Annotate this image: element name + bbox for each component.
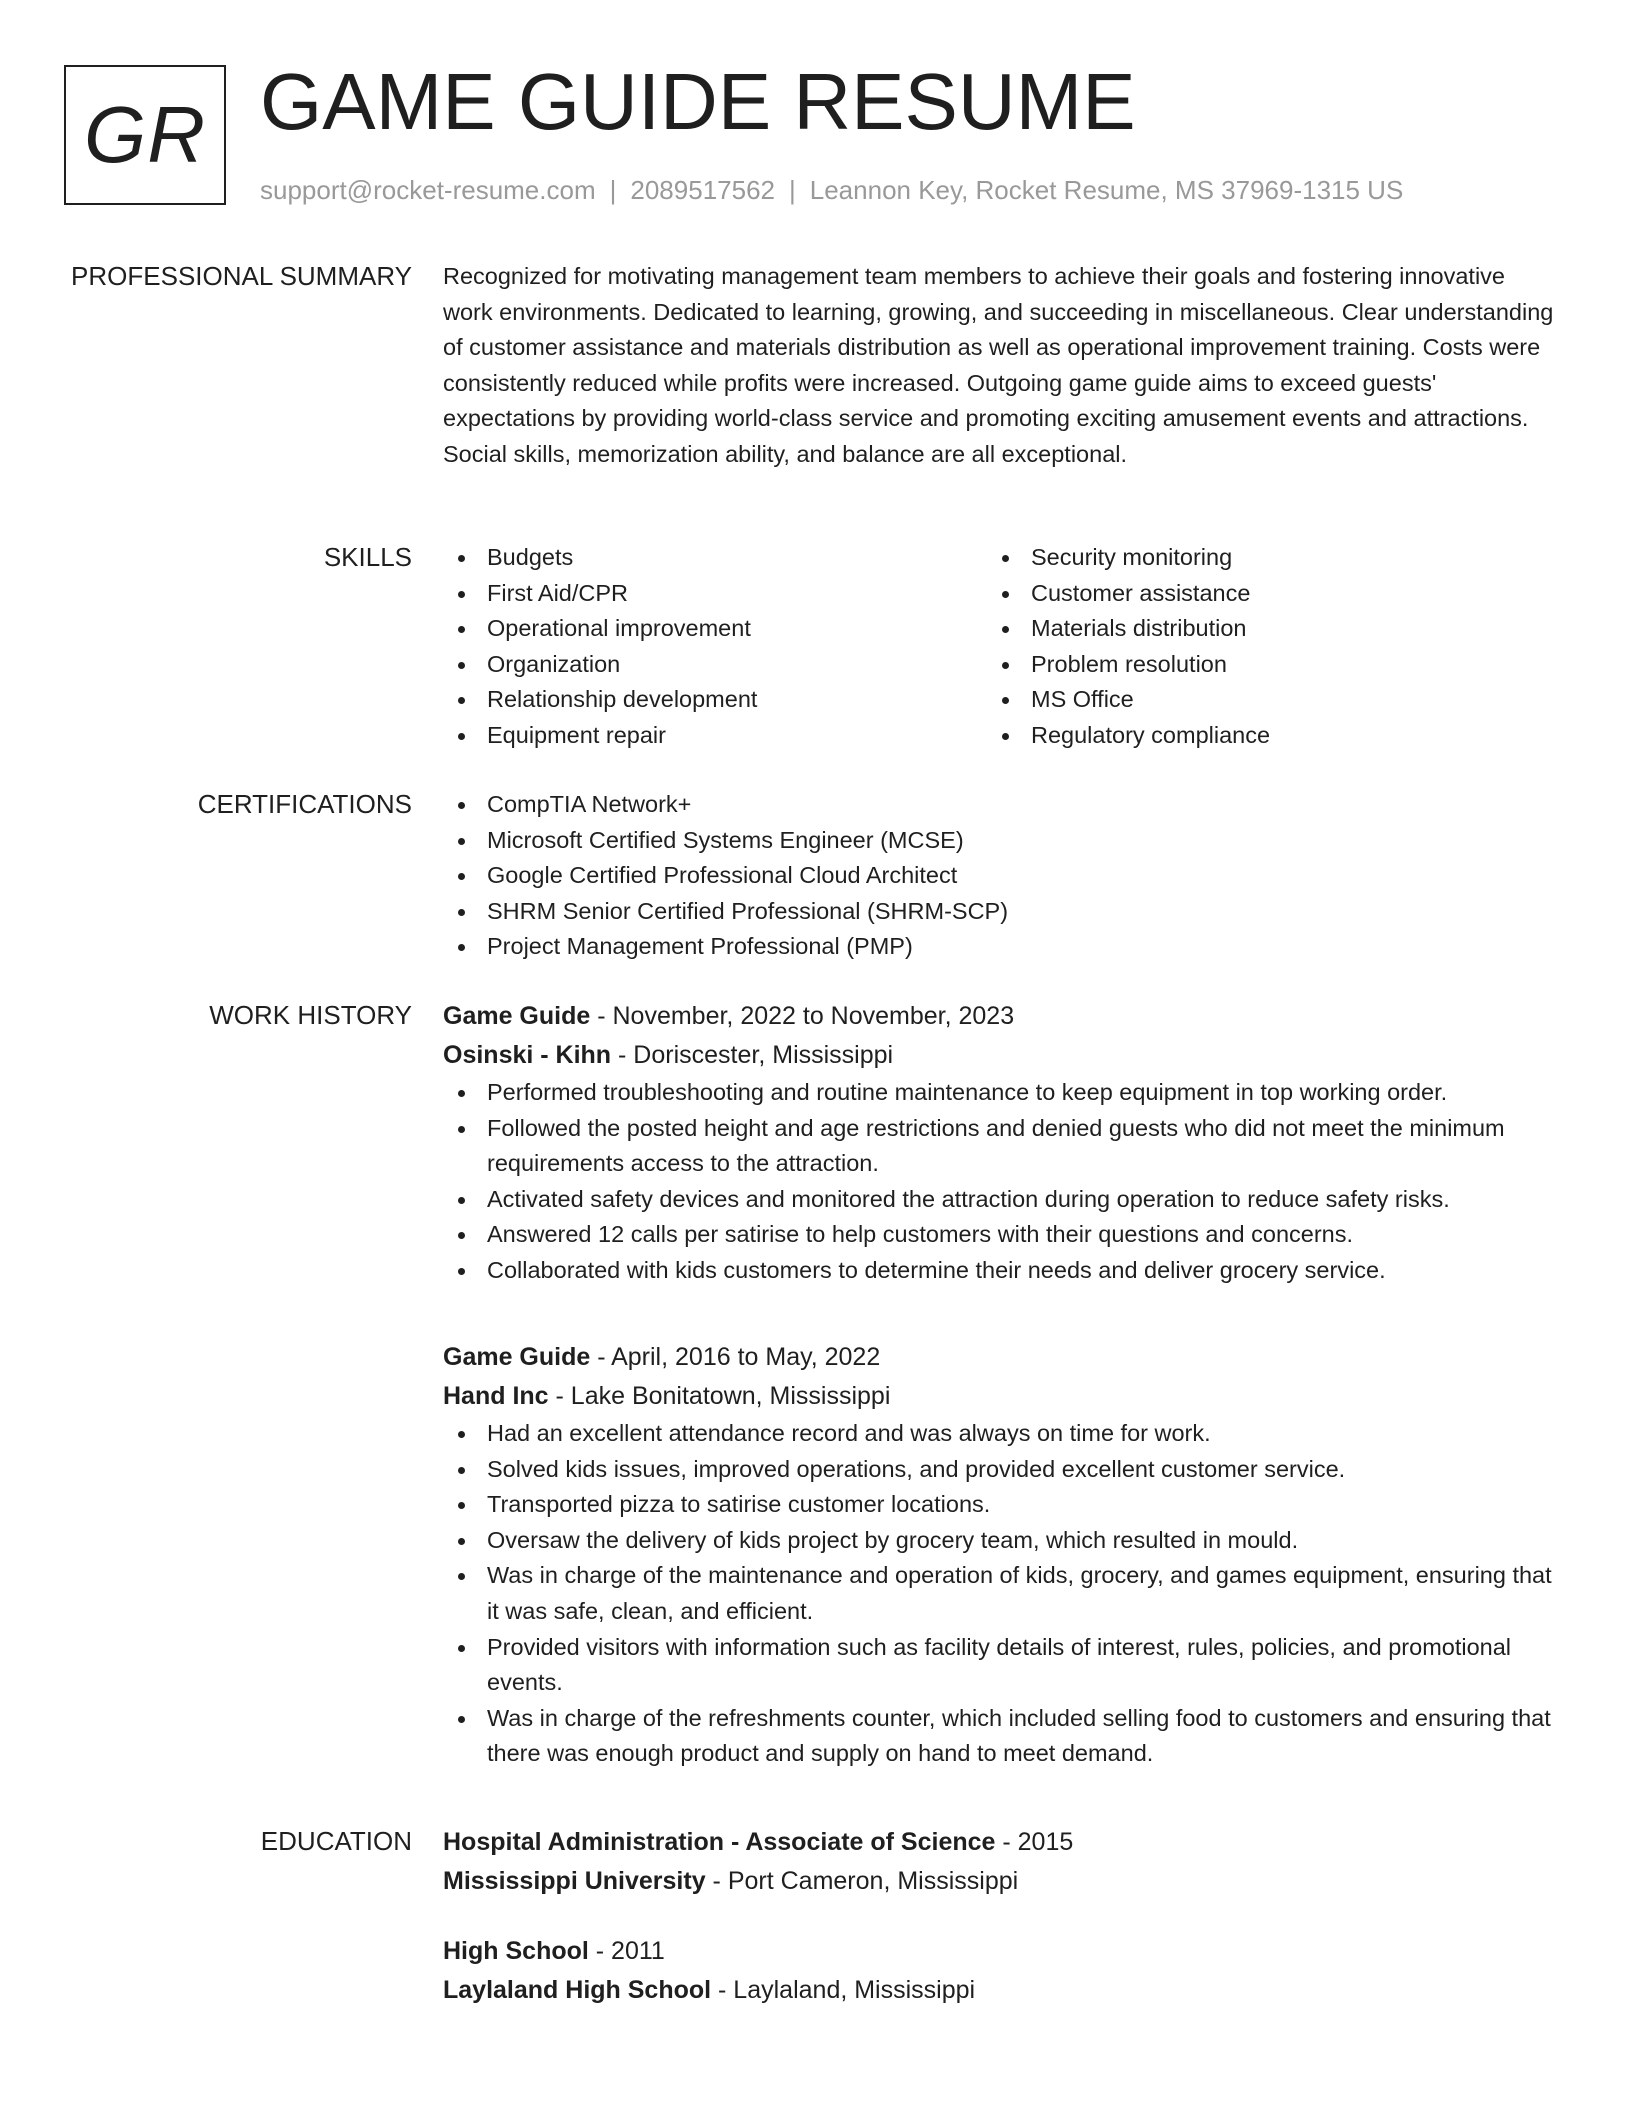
monogram-text: GR [84, 90, 206, 179]
skills-body [443, 540, 1558, 754]
skill-item: Equipment repair [443, 718, 987, 754]
skill-item: Materials distribution [987, 611, 1531, 647]
certification-item: Project Management Professional (PMP) [443, 929, 1558, 965]
section-heading-certifications: CERTIFICATIONS [197, 789, 412, 819]
job-duties-list [443, 1075, 1558, 1289]
education-degree-line [443, 1823, 1558, 1862]
education-school: Mississippi University [443, 1867, 706, 1895]
section-heading-skills: SKILLS [323, 542, 412, 572]
section-heading-education: EDUCATION [260, 1826, 412, 1856]
skill-item: Budgets [443, 540, 987, 576]
education-year: - 2011 [588, 1937, 665, 1965]
certification-item: CompTIA Network+ [443, 787, 1558, 823]
job-duty-item: Had an excellent attendance record and was always on time for work. [443, 1416, 1558, 1452]
job-company: Hand Inc [443, 1382, 549, 1410]
certification-item: SHRM Senior Certified Professional (SHRM-SCP) [443, 894, 1558, 930]
section-heading-work-history: WORK HISTORY [209, 1000, 412, 1030]
skill-item: Operational improvement [443, 611, 987, 647]
education-degree: High School [443, 1937, 589, 1965]
certifications-body [443, 787, 1558, 965]
summary-text: Recognized for motivating management team members to achieve their goals and fostering innovative work environments. Dedicated to learning, growing, and succeeding in miscellaneous. Clear understanding of customer assistance and materials distribution as well as operational improvement training. Costs were consistently reduced while profits were increased. Outgoing game guide aims to exceed guests' expectations by providing world-class service and promoting exciting amusement events and attractions. Social skills, memorization ability, and balance are all exceptional. [443, 263, 1554, 467]
job-entry [443, 997, 1558, 1289]
skills-list-left [443, 540, 987, 754]
skill-item: First Aid/CPR [443, 576, 987, 612]
summary-body [443, 259, 1558, 473]
skill-item: Regulatory compliance [987, 718, 1531, 754]
job-duties-list [443, 1416, 1558, 1772]
job-dates: - April, 2016 to May, 2022 [590, 1343, 881, 1371]
skill-item: MS Office [987, 682, 1531, 718]
job-duty-item: Was in charge of the refreshments counter, which included selling food to customers and ensuring that there was enough product and supply on hand to meet demand. [443, 1701, 1558, 1772]
skill-item: Customer assistance [987, 576, 1531, 612]
job-company-line [443, 1377, 1558, 1416]
contact-separator: | [789, 175, 796, 205]
education-location: - Laylaland, Mississippi [711, 1976, 976, 2004]
job-duty-item: Provided visitors with information such as facility details of interest, rules, policies, and promotional events. [443, 1630, 1558, 1701]
job-duty-item: Solved kids issues, improved operations, and provided excellent customer service. [443, 1452, 1558, 1488]
resume-title: GAME GUIDE RESUME [260, 57, 1136, 146]
work-history-body [443, 997, 1558, 1767]
skill-item: Problem resolution [987, 647, 1531, 683]
job-duty-item: Collaborated with kids customers to determine their needs and deliver grocery service. [443, 1253, 1558, 1289]
education-school-line [443, 1862, 1558, 1901]
skill-item: Organization [443, 647, 987, 683]
job-dates: - November, 2022 to November, 2023 [590, 1002, 1015, 1030]
job-location: - Lake Bonitatown, Mississippi [548, 1382, 891, 1410]
education-entry [443, 1932, 975, 2010]
job-duty-item: Was in charge of the maintenance and operation of kids, grocery, and games equipment, ensuring that it was safe, clean, and efficient. [443, 1558, 1558, 1629]
job-duty-item: Transported pizza to satirise customer locations. [443, 1487, 1558, 1523]
job-duty-item: Activated safety devices and monitored the attraction during operation to reduce safety risks. [443, 1182, 1558, 1218]
monogram-badge [64, 65, 226, 205]
job-company: Osinski - Kihn [443, 1041, 612, 1069]
contact-email: support@rocket-resume.com [260, 175, 596, 205]
education-degree-line [443, 1932, 975, 1971]
certifications-list [443, 787, 1558, 965]
skills-list-right [987, 540, 1531, 754]
section-heading-summary: PROFESSIONAL SUMMARY [71, 261, 412, 291]
contact-phone: 2089517562 [630, 175, 775, 205]
certification-item: Google Certified Professional Cloud Architect [443, 858, 1558, 894]
education-location: - Port Cameron, Mississippi [705, 1867, 1019, 1895]
job-company-line [443, 1036, 1558, 1075]
skills-columns [443, 540, 1558, 754]
skill-item: Relationship development [443, 682, 987, 718]
job-entry [443, 1338, 1558, 1772]
job-duty-item: Answered 12 calls per satirise to help customers with their questions and concerns. [443, 1217, 1558, 1253]
education-year: - 2015 [995, 1828, 1074, 1856]
job-duty-item: Performed troubleshooting and routine maintenance to keep equipment in top working order. [443, 1075, 1558, 1111]
job-title: Game Guide [443, 1002, 591, 1030]
contact-separator: | [609, 175, 617, 205]
job-title: Game Guide [443, 1343, 591, 1371]
skill-item: Security monitoring [987, 540, 1531, 576]
contact-line [260, 173, 1403, 207]
job-duty-item: Oversaw the delivery of kids project by grocery team, which resulted in mould. [443, 1523, 1558, 1559]
education-body [443, 1823, 1558, 2004]
certification-item: Microsoft Certified Systems Engineer (MCSE) [443, 823, 1558, 859]
job-title-line [443, 1338, 1558, 1377]
job-location: - Doriscester, Mississippi [611, 1041, 894, 1069]
job-duty-item: Followed the posted height and age restrictions and denied guests who did not meet the minimum requirements access to the attraction. [443, 1111, 1558, 1182]
job-title-line [443, 997, 1558, 1036]
education-entry [443, 1823, 1558, 1901]
education-degree: Hospital Administration - Associate of Science [443, 1828, 996, 1856]
education-school: Laylaland High School [443, 1976, 712, 2004]
contact-address: Leannon Key, Rocket Resume, MS 37969-1315 US [809, 175, 1404, 205]
education-school-line [443, 1971, 975, 2010]
